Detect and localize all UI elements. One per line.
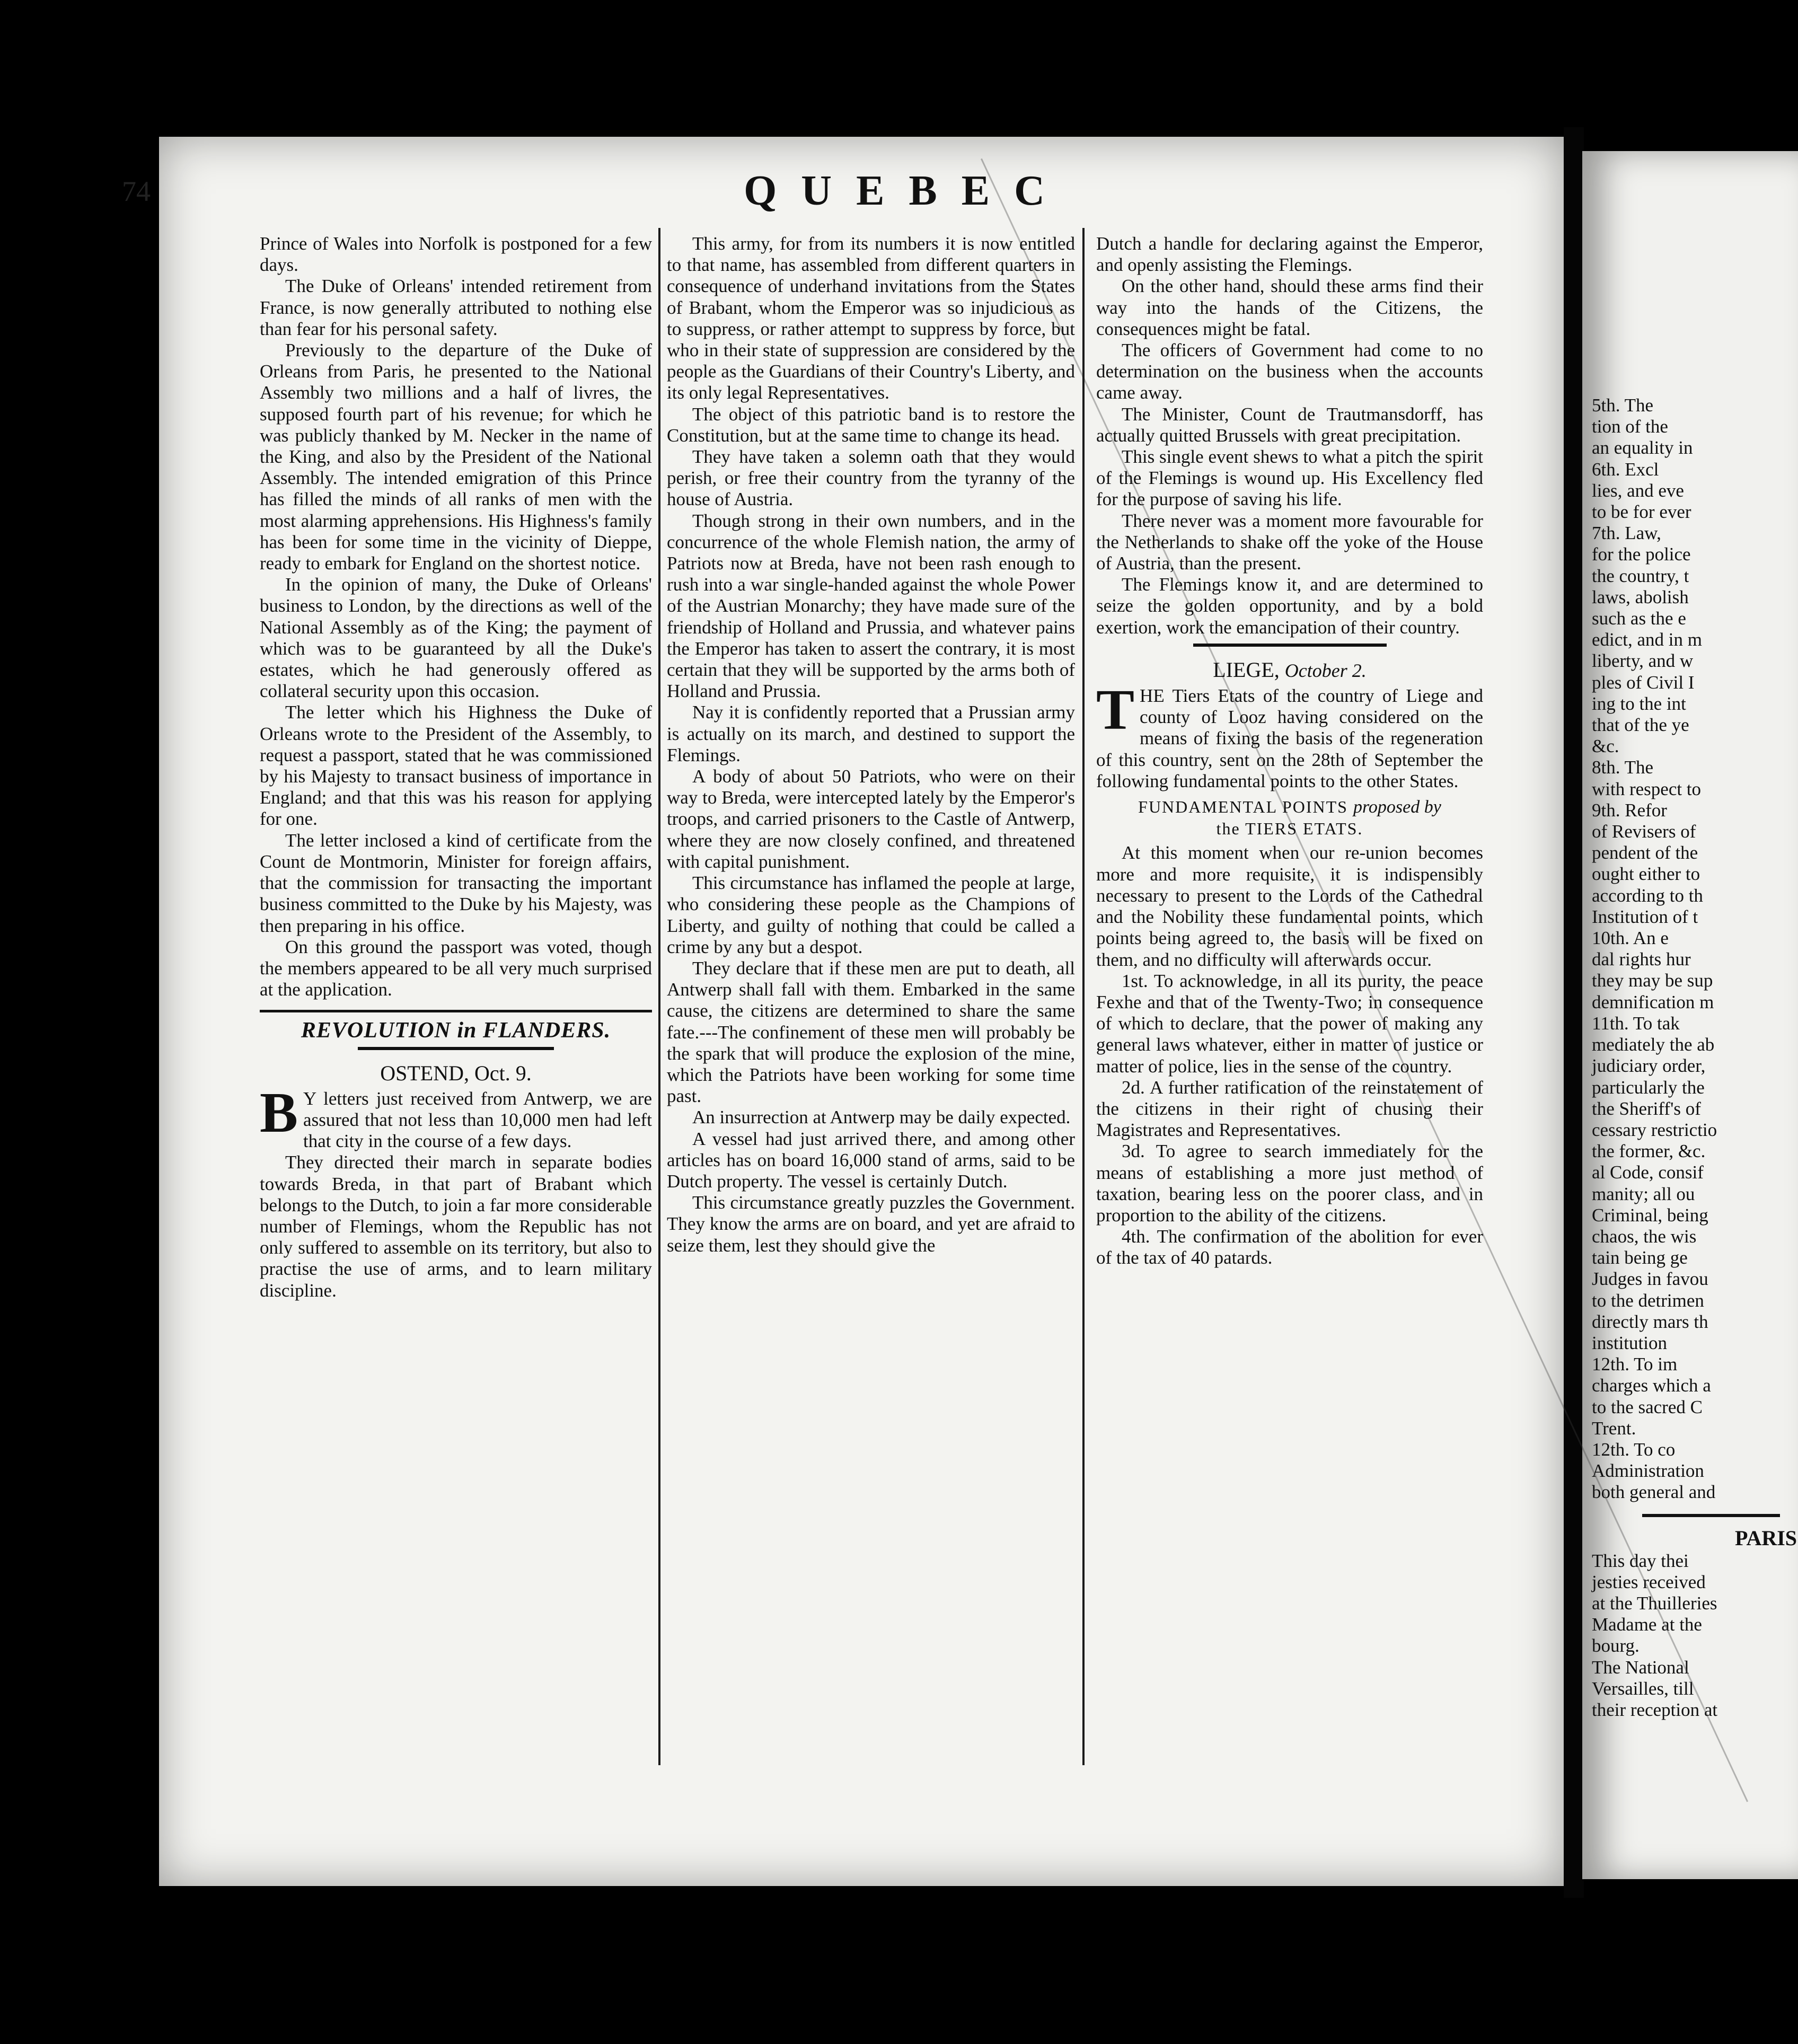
facing-page-line: Criminal, being [1592, 1204, 1708, 1226]
facing-page-line: that of the ye [1592, 715, 1689, 736]
facing-page [1582, 151, 1798, 1879]
facing-page-line: 12th. To im [1592, 1354, 1678, 1375]
facing-page-line: manity; all ou [1592, 1183, 1695, 1204]
dateline: OSTEND, Oct. 9. [380, 1061, 532, 1085]
facing-page-line: Madame at the [1592, 1614, 1702, 1635]
facing-page-line: 9th. Refor [1592, 799, 1667, 821]
facing-page-line: judiciary order, [1592, 1055, 1706, 1077]
facing-page-line: pendent of the [1592, 842, 1698, 864]
column-rule-2 [1082, 228, 1085, 1765]
facing-page-line: such as the e [1592, 608, 1686, 629]
facing-page-line: laws, abolish [1592, 586, 1689, 607]
facing-page-line: the country, t [1592, 565, 1689, 586]
paragraph: Though strong in their own numbers, and in the concurrence of the whole Flemish nation, the army of Patriots now at Breda, have not been rash enough to rush into a war single-handed against the whole Power of the Austrian Monarchy; they have made sure of the friendship of Holland and Prussia, and whatever pains the Emperor has taken to assert the contrary, it is most certain that they will be supported by the arms both of Holland and Prussia. [667, 510, 1075, 702]
column-rule-1 [658, 228, 660, 1765]
facing-page-line: This day thei [1592, 1550, 1689, 1571]
paragraph: This circumstance greatly puzzles the Government. They know the arms are on board, and yet are afraid to seize them, lest they should give the [667, 1192, 1075, 1256]
facing-page-line: tion of the [1592, 416, 1668, 437]
paragraph: 1st. To acknowledge, in all its purity, the peace Fexhe and that of the Twenty-Two; in consequence of which to declare, that the power of making any general laws whatever, either in matter of justice or matter of police, lies in the sense of the country. [1096, 970, 1483, 1077]
drop-cap: B [260, 1081, 298, 1144]
dateline-place: LIEGE, [1213, 657, 1280, 682]
paragraph: The letter inclosed a kind of certificate from the Count de Montmorin, Minister for foreign affairs, that the commission for transacting the important business committed to the Duke by his Majesty, was then preparing in his office. [260, 830, 652, 936]
lead-text: Y letters just received from Antwerp, we are assured that not less than 10,000 men had left that city in the course of a few days. [303, 1088, 652, 1152]
facing-page-line: al Code, consif [1592, 1162, 1704, 1183]
facing-page-line: their reception at [1592, 1699, 1718, 1720]
masthead: QUEBEC [744, 168, 1069, 214]
facing-page-line: 11th. To tak [1592, 1012, 1680, 1034]
drop-cap: T [1096, 679, 1135, 742]
facing-page-line: the former, &c. [1592, 1141, 1706, 1162]
book-gutter [1564, 127, 1584, 1898]
paragraph: The Duke of Orleans' intended retirement from France, is now generally attributed to nothing else than fear for his personal safety. [260, 276, 652, 339]
facing-page-line: at the Thuilleries [1592, 1592, 1717, 1614]
facing-page-line: Versailles, till [1592, 1678, 1694, 1699]
subhead-italic: proposed by [1353, 797, 1441, 817]
facing-page-line: dal rights hur [1592, 949, 1691, 970]
facing-page-line: for the police [1592, 544, 1691, 565]
facing-page-line: chaos, the wis [1592, 1226, 1697, 1247]
dateline-date: October 2. [1284, 659, 1367, 681]
paragraph: Dutch a handle for declaring against the Emperor, and openly assisting the Flemings. [1096, 233, 1483, 276]
subhead [1096, 796, 1483, 839]
facing-page-line: according to th [1592, 885, 1703, 906]
paragraph: They directed their march in separate bodies towards Breda, in that part of Brabant which belongs to the Dutch, to join a far more considerable number of Flemings, whom the Republic has not only suffered to assemble on its territory, but also to practise the use of arms, and to learn military discipline. [260, 1152, 652, 1301]
facing-page-line: tain being ge [1592, 1247, 1688, 1268]
facing-page-line: Trent. [1592, 1417, 1636, 1439]
paragraph: They declare that if these men are put to death, all Antwerp shall fall with them. Embarked in the same cause, the citizens are determined to share the same fate.---The confinement of these men will probably be the spark that will produce the explosion of the mine, which the Patriots have been working for some time past. [667, 957, 1075, 1107]
section-title: REVOLUTION in FLANDERS. [301, 1018, 611, 1043]
paragraph: An insurrection at Antwerp may be daily expected. [692, 1107, 1071, 1128]
paragraph: This single event shews to what a pitch the spirit of the Flemings is wound up. His Excellency fled for the purpose of saving his life. [1096, 446, 1483, 510]
lead-text: HE Tiers Etats of the country of Liege and county of Looz having considered on the means of fixing the basis of the regeneration of this country, sent on the 28th of September the following fundamental points to the other States. [1096, 685, 1483, 791]
facing-page-line: 6th. Excl [1592, 459, 1659, 480]
column-3 [1096, 233, 1483, 1269]
facing-page-line: to the sacred C [1592, 1396, 1703, 1417]
paragraph: 2d. A further ratification of the reinstatement of the citizens in their right of chusing their Magistrates and Representatives. [1096, 1077, 1483, 1141]
facing-page-rule [1642, 1514, 1780, 1517]
section-rule [1193, 644, 1387, 647]
paragraph: The officers of Government had come to no determination on the business when the accounts came away. [1096, 340, 1483, 403]
facing-page-line: liberty, and w [1592, 650, 1694, 672]
facing-page-column [1592, 395, 1798, 1721]
facing-page-line: ought either to [1592, 864, 1700, 885]
paragraph: In the opinion of many, the Duke of Orleans' business to London, by the directions as well of the National Assembly as of the King; the payment of which was to be guaranteed by all the Duke's estates, which he had generously offered as collateral security upon this occasion. [260, 574, 652, 702]
facing-page-line: edict, and in m [1592, 629, 1703, 650]
column-2 [667, 233, 1075, 1256]
facing-page-line: to be for ever [1592, 501, 1691, 523]
lead-paragraph [1096, 679, 1483, 792]
paragraph: On this ground the passport was voted, though the members appeared to be all very much surprised at the application. [260, 936, 652, 1000]
column-1 [260, 233, 652, 1301]
paragraph: 4th. The confirmation of the abolition for ever of the tax of 40 patards. [1096, 1226, 1483, 1268]
paragraph: They have taken a solemn oath that they would perish, or free their country from the tyranny of the house of Austria. [667, 446, 1075, 510]
subhead-end: the TIERS ETATS. [1216, 819, 1363, 839]
paragraph: There never was a moment more favourable for the Netherlands to shake off the yoke of the House of Austria, than the present. [1096, 510, 1483, 574]
lead-paragraph [260, 1081, 652, 1152]
paragraph: Nay it is confidently reported that a Prussian army is actually on its march, and destined to support the Flemings. [667, 702, 1075, 765]
facing-page-line: &c. [1592, 736, 1619, 757]
facing-page-line: both general and [1592, 1482, 1716, 1503]
paragraph: At this moment when our re-union becomes more and more requisite, it is indispensibly necessary to present to the Lords of the Cathedral and the Nobility these fundamental points, which points being agreed to, the basis will be fixed on them, and no difficulty will afterwards occur. [1096, 842, 1483, 970]
facing-page-line: 5th. The [1592, 395, 1654, 416]
paragraph: The object of this patriotic band is to restore the Constitution, but at the same time to change its head. [667, 403, 1075, 446]
facing-page-line: 12th. To co [1592, 1439, 1676, 1460]
paragraph: 3d. To agree to search immediately for the means of establishing a more just method of taxation, bearing less on the poorer class, and in proportion to the ability of the citizens. [1096, 1141, 1483, 1226]
facing-page-line: Institution of t [1592, 906, 1698, 927]
paragraph: The Flemings know it, and are determined to seize the golden opportunity, and by a bold exertion, work the emancipation of their country. [1096, 574, 1483, 638]
facing-page-line: cessary restrictio [1592, 1119, 1717, 1140]
paragraph: On the other hand, should these arms find their way into the hands of the Citizens, the consequences might be fatal. [1096, 276, 1483, 339]
paragraph: This army, for from its numbers it is now entitled to that name, has assembled from different quarters in consequence of underhand invitations from the States of Brabant, whom the Emperor was so injudicious as to suppress, or rather attempt to suppress by force, but who in their state of suppression are considered by the people as the Guardians of their Country's Liberty, and its only legal Representatives. [667, 233, 1075, 403]
subhead-caps: FUNDAMENTAL POINTS [1138, 797, 1348, 817]
facing-page-line: 8th. The [1592, 757, 1654, 778]
title-rule [358, 1047, 554, 1050]
facing-page-line: The National [1592, 1657, 1689, 1678]
paragraph: This circumstance has inflamed the people at large, who considering these people as the Champions of Liberty, and guilty of nothing that could be called a crime by any but a despot. [667, 873, 1075, 957]
facing-page-line: Judges in favou [1592, 1268, 1708, 1290]
facing-page-line: charges which a [1592, 1375, 1711, 1396]
page-number: 74 [122, 175, 151, 207]
facing-page-line: mediately the ab [1592, 1034, 1715, 1055]
facing-page-line: 10th. An e [1592, 928, 1669, 949]
facing-page-line: lies, and eve [1592, 480, 1684, 501]
paragraph: A body of about 50 Patriots, who were on their way to Breda, were intercepted lately by the Emperor's troops, and carried prisoners to the Castle of Antwerp, where they are now closely confined, and threatened with capital punishment. [667, 766, 1075, 872]
facing-page-line: bourg. [1592, 1635, 1640, 1657]
paragraph: The letter which his Highness the Duke of Orleans wrote to the President of the Assembly, to request a passport, stated that he was commissioned by his Majesty to transact business of importance in England; and that this was his reason for applying for one. [260, 702, 652, 830]
facing-page-line: demnification m [1592, 991, 1714, 1012]
dateline [1096, 659, 1483, 681]
facing-page-line: jesties received [1592, 1571, 1706, 1592]
paragraph: Prince of Wales into Norfolk is postponed for a few days. [260, 233, 652, 276]
facing-page-line: ing to the int [1592, 693, 1686, 714]
facing-page-line: an equality in [1592, 437, 1693, 459]
facing-page-line: particularly the [1592, 1077, 1705, 1098]
paragraph: A vessel had just arrived there, and among other articles has on board 16,000 stand of arms, said to be Dutch property. The vessel is certainly Dutch. [667, 1128, 1075, 1192]
facing-page-line: of Revisers of [1592, 821, 1696, 842]
paragraph: Previously to the departure of the Duke of Orleans from Paris, he presented to the National Assembly two millions and a half of livres, the supposed fourth part of his revenue; for which he was publicly thanked by M. Necker in the name of the King, and also by the President of the National Assembly. The intended emigration of this Prince has filled the minds of all ranks of men with the most alarming apprehensions. His Highness's family has been for some time in the vicinity of Dieppe, ready to embark for England on the shortest notice. [260, 340, 652, 574]
facing-page-line: the Sheriff's of [1592, 1098, 1701, 1119]
facing-page-line: 7th. Law, [1592, 523, 1661, 544]
section-rule [260, 1010, 652, 1012]
facing-page-line: they may be sup [1592, 970, 1713, 991]
facing-page-line: ples of Civil I [1592, 672, 1695, 693]
facing-page-line: directly mars th [1592, 1311, 1708, 1332]
facing-page-line: institution [1592, 1332, 1667, 1353]
paragraph: The Minister, Count de Trautmansdorff, has actually quitted Brussels with great precipitation. [1096, 403, 1483, 446]
facing-page-line: to the detrimen [1592, 1290, 1704, 1311]
facing-page-line: with respect to [1592, 778, 1702, 799]
facing-page-title: PARIS [1735, 1526, 1797, 1550]
facing-page-line: Administration [1592, 1460, 1704, 1482]
